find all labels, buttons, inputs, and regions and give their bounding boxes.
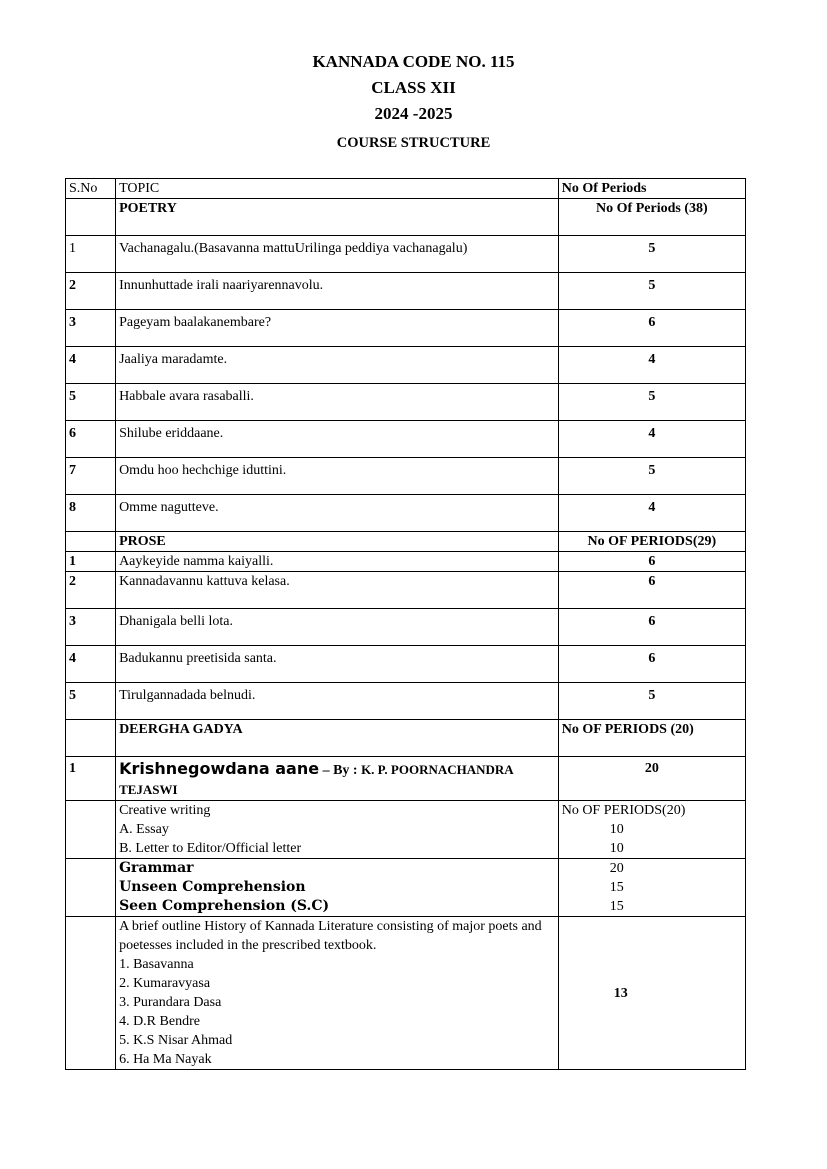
row-topic: Badukannu preetisida santa. <box>116 646 559 683</box>
history-intro: A brief outline History of Kannada Literature consisting of major poets and poetesses included in the prescribed textbook. <box>119 919 542 953</box>
history-topic <box>116 917 559 1070</box>
row-topic: Omme nagutteve. <box>116 495 559 532</box>
row-topic: Vachanagalu.(Basavanna mattuUrilinga peddiya vachanagalu) <box>116 236 559 273</box>
row-periods: 5 <box>558 458 745 495</box>
row-periods: 20 <box>558 757 745 801</box>
sno-header: S.No <box>66 179 116 199</box>
row-sno: 3 <box>66 310 116 347</box>
table-row <box>66 552 746 572</box>
novel-title: Krishnegowdana aane <box>119 759 320 778</box>
row-periods: 6 <box>558 609 745 646</box>
row-sno: 1 <box>66 236 116 273</box>
table-row <box>66 236 746 273</box>
row-periods: 5 <box>558 273 745 310</box>
table-row <box>66 384 746 421</box>
creative-topic <box>116 801 559 859</box>
table-row <box>66 347 746 384</box>
list-item: 3. Purandara Dasa <box>119 995 222 1010</box>
row-topic: Aaykeyide namma kaiyalli. <box>116 552 559 572</box>
row-periods: 6 <box>558 572 745 609</box>
grammar-row <box>66 859 746 917</box>
doc-title: KANNADA CODE NO. 115 <box>312 52 515 71</box>
row-periods: 5 <box>558 384 745 421</box>
row-sno: 4 <box>66 347 116 384</box>
table-row <box>66 421 746 458</box>
period-value: 15 <box>609 899 624 914</box>
creative-title: Creative writing <box>119 803 211 818</box>
period-value: 10 <box>609 841 624 856</box>
table-row <box>66 310 746 347</box>
grammar-topic <box>116 859 559 917</box>
list-item: A. Essay <box>119 822 169 837</box>
row-sno: 4 <box>66 646 116 683</box>
row-periods: 6 <box>558 552 745 572</box>
prose-periods: No OF PERIODS(29) <box>558 532 745 552</box>
periods-header: No Of Periods <box>558 179 745 199</box>
row-periods: 4 <box>558 347 745 384</box>
author-name: K. P. POORNACHANDRA TEJASWI <box>119 762 513 797</box>
table-row <box>66 757 746 801</box>
row-topic: Habbale avara rasaballi. <box>116 384 559 421</box>
row-sno: 3 <box>66 609 116 646</box>
row-topic: Kannadavannu kattuva kelasa. <box>116 572 559 609</box>
row-sno: 2 <box>66 273 116 310</box>
course-structure-heading: COURSE STRUCTURE <box>336 135 491 151</box>
row-sno: 6 <box>66 421 116 458</box>
row-topic: Jaaliya maradamte. <box>116 347 559 384</box>
creative-periods <box>558 801 745 859</box>
deergha-section-row <box>66 720 746 757</box>
row-topic: Dhanigala belli lota. <box>116 609 559 646</box>
deergha-periods: No OF PERIODS (20) <box>558 720 745 757</box>
row-sno: 5 <box>66 384 116 421</box>
row-topic: Tirulgannadada belnudi. <box>116 683 559 720</box>
history-row <box>66 917 746 1070</box>
row-periods: 5 <box>558 236 745 273</box>
row-periods: 6 <box>558 310 745 347</box>
list-item: Grammar <box>119 860 194 876</box>
list-item: 4. D.R Bendre <box>119 1014 200 1029</box>
list-item: Seen Comprehension (S.C) <box>119 898 330 914</box>
row-topic: Pageyam baalakanembare? <box>116 310 559 347</box>
table-row <box>66 458 746 495</box>
list-item: 6. Ha Ma Nayak <box>119 1052 212 1067</box>
topic-header: TOPIC <box>116 179 559 199</box>
row-sno: 5 <box>66 683 116 720</box>
poetry-title: POETRY <box>116 199 559 236</box>
deergha-title: DEERGHA GADYA <box>116 720 559 757</box>
row-topic: Shilube eriddaane. <box>116 421 559 458</box>
class-heading: CLASS XII <box>371 78 456 97</box>
by-label: – By : <box>319 763 362 778</box>
row-periods: 6 <box>558 646 745 683</box>
list-item: 5. K.S Nisar Ahmad <box>119 1033 233 1048</box>
row-sno: 1 <box>66 757 116 801</box>
row-periods: 4 <box>558 421 745 458</box>
row-topic: Innunhuttade irali naariyarennavolu. <box>116 273 559 310</box>
table-header-row <box>66 179 746 199</box>
table-row <box>66 572 746 609</box>
poetry-periods: No Of Periods (38) <box>558 199 745 236</box>
poetry-section-row <box>66 199 746 236</box>
row-sno: 7 <box>66 458 116 495</box>
period-value: 20 <box>609 861 624 876</box>
course-structure-table <box>65 178 746 1070</box>
table-row <box>66 609 746 646</box>
creative-writing-row <box>66 801 746 859</box>
list-item: 2. Kumaravyasa <box>119 976 211 991</box>
row-sno: 1 <box>66 552 116 572</box>
period-value: 10 <box>609 822 624 837</box>
table-row <box>66 273 746 310</box>
history-periods: 13 <box>558 917 745 1070</box>
table-row <box>66 683 746 720</box>
row-periods: 4 <box>558 495 745 532</box>
grammar-periods <box>558 859 745 917</box>
row-periods: 5 <box>558 683 745 720</box>
list-item: Unseen Comprehension <box>119 879 306 895</box>
prose-section-row <box>66 532 746 552</box>
row-sno: 8 <box>66 495 116 532</box>
row-sno: 2 <box>66 572 116 609</box>
year-heading: 2024 -2025 <box>374 104 453 123</box>
row-topic: Omdu hoo hechchige iduttini. <box>116 458 559 495</box>
row-topic <box>116 757 559 801</box>
list-item: B. Letter to Editor/Official letter <box>119 841 302 856</box>
period-value: 15 <box>609 880 624 895</box>
list-item: 1. Basavanna <box>119 957 194 972</box>
table-row <box>66 495 746 532</box>
creative-periods-title: No OF PERIODS(20) <box>561 803 686 818</box>
prose-title: PROSE <box>116 532 559 552</box>
table-row <box>66 646 746 683</box>
